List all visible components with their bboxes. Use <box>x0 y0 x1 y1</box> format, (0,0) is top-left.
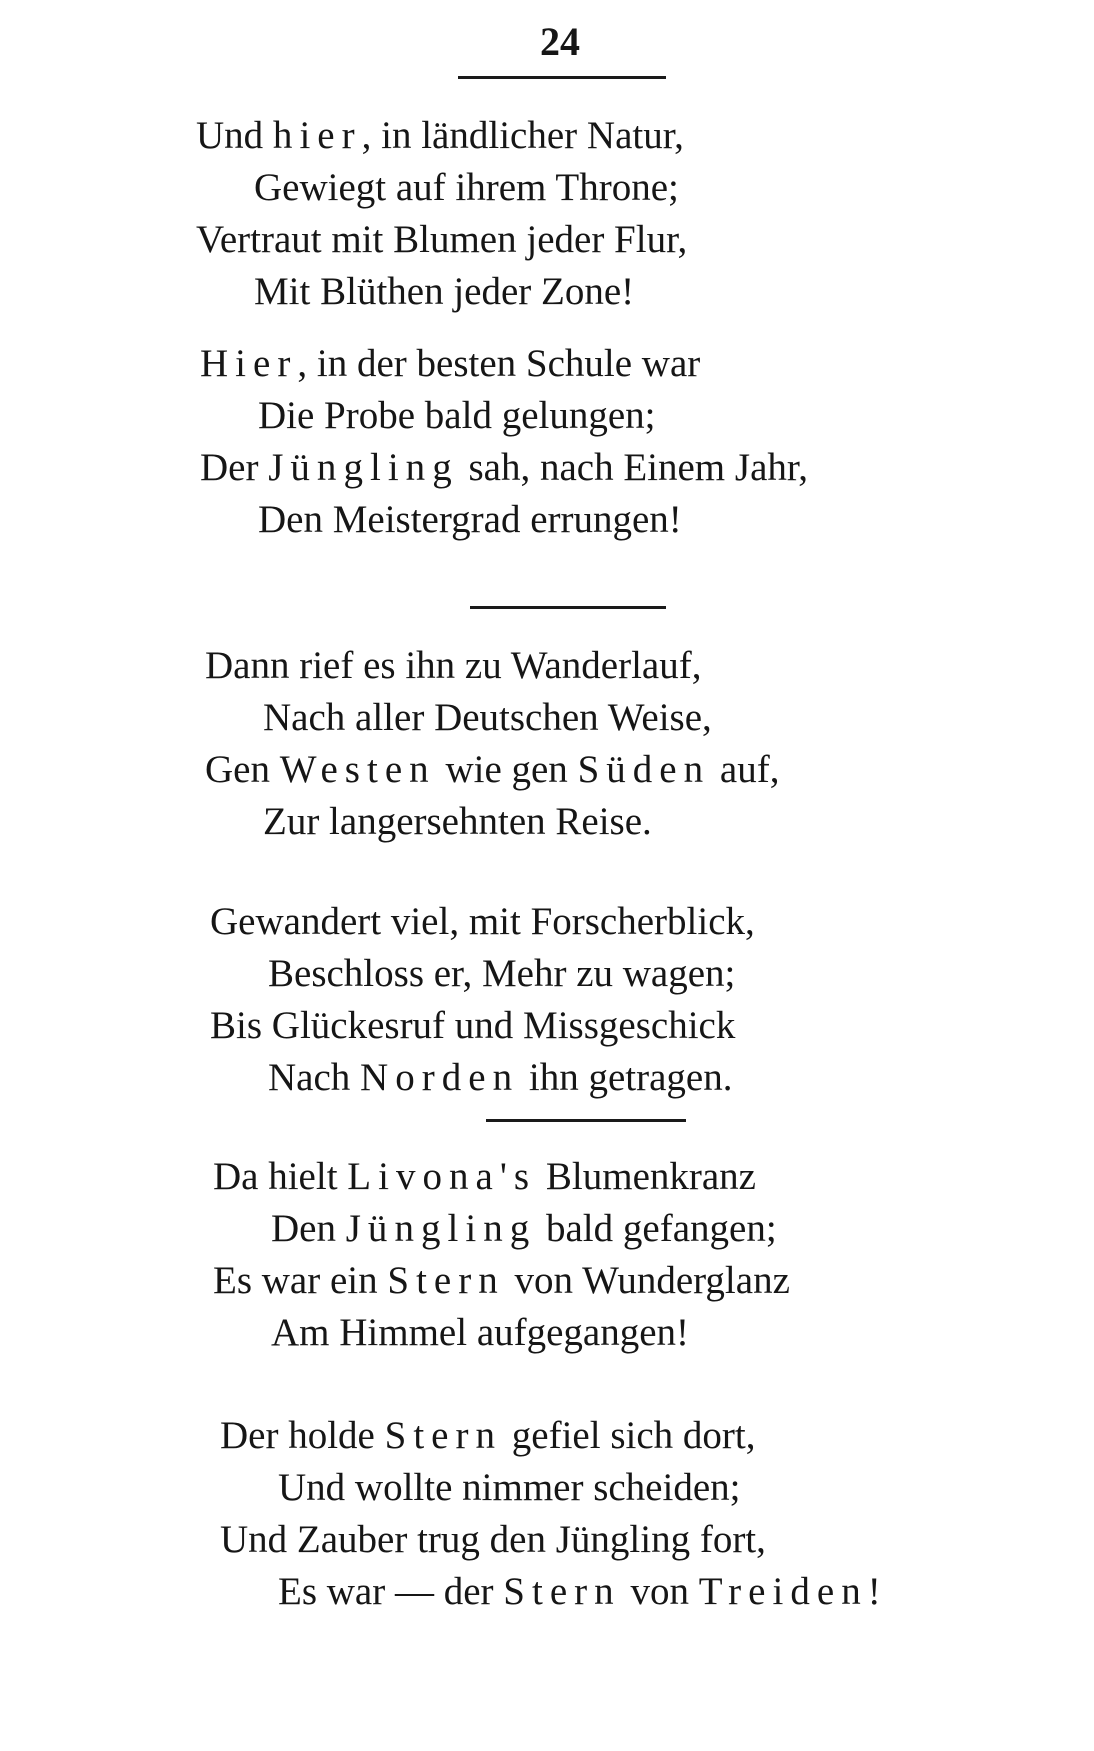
poem-line <box>213 1203 1033 1255</box>
line-text: Blumenkranz <box>536 1155 756 1198</box>
spaced-emphasis: Stern <box>387 1259 505 1302</box>
poem-line <box>205 796 1025 848</box>
line-text: Dann rief es ihn zu Wanderlauf, <box>205 644 702 687</box>
poem-line <box>210 1000 1030 1052</box>
line-text: Der <box>200 446 269 489</box>
poem-line <box>213 1307 1033 1359</box>
poem-line <box>210 896 1030 948</box>
line-text: Gewandert viel, mit Forscherblick, <box>210 900 755 943</box>
line-text: sah, nach Einem Jahr, <box>458 446 809 489</box>
poem-line <box>200 494 1020 546</box>
stanza-divider <box>470 606 666 609</box>
spaced-emphasis: Stern <box>384 1414 503 1457</box>
line-text: Mit Blüthen jeder Zone! <box>254 270 635 313</box>
poem-line <box>220 1514 1040 1566</box>
poem-line <box>205 692 1025 744</box>
poem-line <box>210 948 1030 1000</box>
stanza-divider <box>486 1119 686 1122</box>
line-text: gefiel sich dort, <box>502 1414 756 1457</box>
line-text: Gen <box>205 748 280 791</box>
poem-line <box>200 390 1020 442</box>
line-text: , in ländlicher Natur, <box>361 114 684 157</box>
line-text: bald gefangen; <box>536 1207 777 1250</box>
poem-line <box>196 110 1016 162</box>
line-text: Vertraut mit Blumen jeder Flur, <box>196 218 688 261</box>
poem-line <box>220 1410 1040 1462</box>
poem-line <box>213 1255 1033 1307</box>
stanza-3 <box>205 640 1025 848</box>
line-text: , in der besten Schule war <box>297 342 701 385</box>
stanza-1 <box>196 110 1016 318</box>
stanza-5 <box>213 1151 1033 1359</box>
line-text: Da hielt <box>213 1155 348 1198</box>
line-text: Beschloss er, Mehr zu wagen; <box>268 952 736 995</box>
spaced-emphasis: Jüngling <box>345 1207 537 1250</box>
poem-line <box>200 338 1020 390</box>
spaced-emphasis: Stern <box>503 1570 621 1613</box>
poem-line <box>210 1052 1030 1104</box>
line-text: Den Meistergrad errungen! <box>258 498 682 541</box>
line-text: Nach <box>268 1056 361 1099</box>
header-rule <box>458 76 666 79</box>
line-text: von <box>620 1570 699 1613</box>
line-text: Und Zauber trug den Jüngling fort, <box>220 1518 766 1561</box>
poem-line <box>200 442 1020 494</box>
poem-line <box>213 1151 1033 1203</box>
poem-line <box>205 640 1025 692</box>
line-text: Den <box>271 1207 346 1250</box>
page-number: 24 <box>540 19 580 64</box>
line-text: Zur langersehnten Reise. <box>263 800 652 843</box>
line-text: ihn getragen. <box>519 1056 733 1099</box>
line-text: ! <box>867 1570 881 1613</box>
line-text: Nach aller Deutschen Weise, <box>263 696 712 739</box>
line-text: Die Probe bald gelungen; <box>258 394 656 437</box>
spaced-emphasis: Norden <box>360 1056 520 1099</box>
spaced-emphasis: hier <box>272 114 362 157</box>
spaced-emphasis: Hier <box>200 342 298 385</box>
spaced-emphasis: Jüngling <box>268 446 459 489</box>
line-text: Am Himmel aufgegangen! <box>271 1311 690 1354</box>
stanza-6 <box>220 1410 1040 1618</box>
line-text: Es war — der <box>278 1570 504 1613</box>
spaced-emphasis: Livona's <box>347 1155 537 1198</box>
line-text: wie gen <box>435 748 578 791</box>
stanza-2 <box>200 338 1020 546</box>
line-text: von Wunderglanz <box>504 1259 790 1302</box>
spaced-emphasis: Treiden <box>698 1570 868 1613</box>
spaced-emphasis: Süden <box>577 748 711 791</box>
line-text: Der holde <box>220 1414 385 1457</box>
poem-line <box>205 744 1025 796</box>
line-text: Gewiegt auf ihrem Throne; <box>254 166 679 209</box>
poem-line <box>220 1566 1040 1618</box>
poem-line <box>196 266 1016 318</box>
spaced-emphasis: Westen <box>279 748 436 791</box>
poem-line <box>196 162 1016 214</box>
poem-line <box>196 214 1016 266</box>
line-text: Und wollte nimmer scheiden; <box>278 1466 741 1509</box>
line-text: auf, <box>710 748 780 791</box>
line-text: Und <box>196 114 273 157</box>
line-text: Es war ein <box>213 1259 388 1302</box>
poem-line <box>220 1462 1040 1514</box>
stanza-4 <box>210 896 1030 1104</box>
line-text: Bis Glückesruf und Missgeschick <box>210 1004 736 1047</box>
